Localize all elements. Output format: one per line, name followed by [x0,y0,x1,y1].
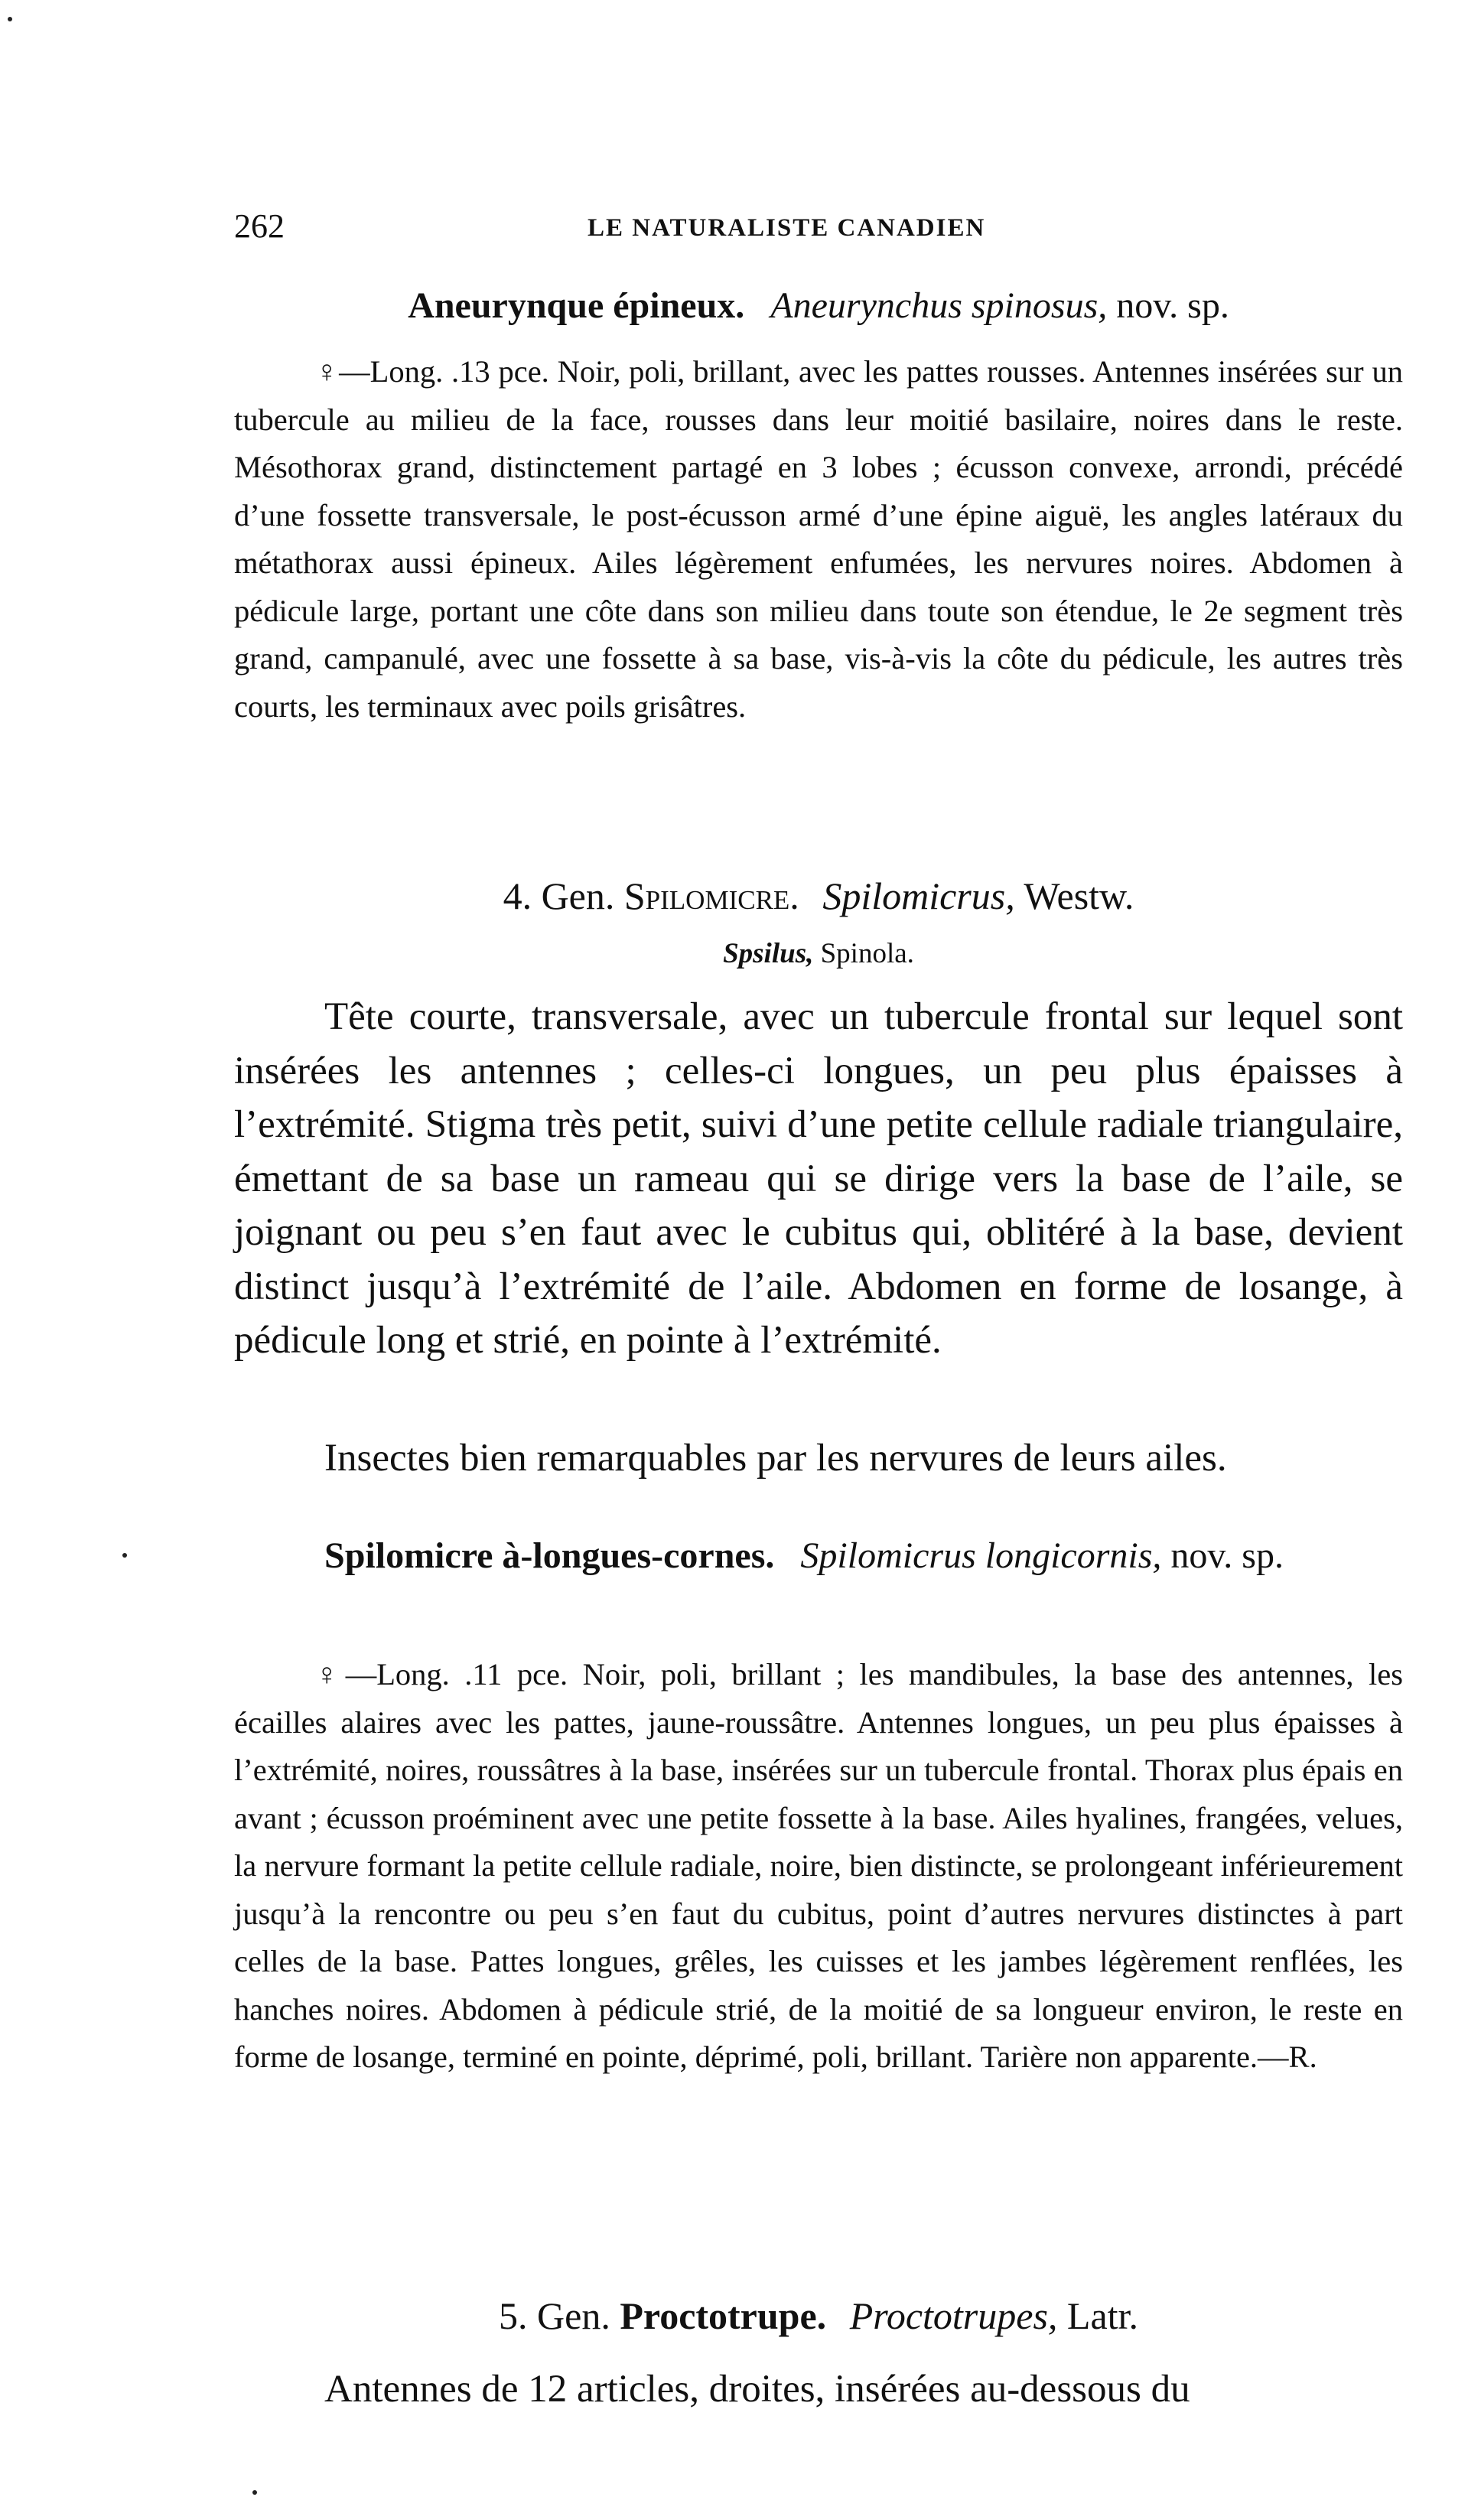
genus5-name-fr: Proctotrupe. [620,2294,827,2337]
species2-description: ♀—Long. .11 pce. Noir, poli, brillant ; les mandibules, la base des antennes, les écailles alaires avec les pattes, jaune-roussâtre. Antennes longues, un peu plus épaisses à l’extrémité, noires, roussâtres à la base, insérées sur un tubercule frontal. Thorax plus épais en avant ; écusson proéminent avec une petite fossette à la base. Ailes hyalines, frangées, velues, la nervure formant la petite cellule radiale, noire, bien distincte, se prolongeant inférieurement jusqu’à la rencontre ou peu s’en faut du cubitus, point d’autres nervures distinctes à part celles de la base. Pattes longues, grêles, les cuisses et les jambes légèrement renflées, les hanches noires. Abdomen à pédicule strié, de la moitié de sa longueur environ, le reste en forme de losange, terminé en pointe, déprimé, poli, brillant. Tarière non apparente.—R. [234,1657,1403,2074]
print-speck [8,17,12,21]
species1-name-latin: Aneurynchus spinosus, [770,285,1108,326]
genus4-number: 4. Gen. [503,874,615,917]
species1-status: nov. sp. [1116,285,1229,326]
print-speck [252,2490,257,2495]
genus5-description: Antennes de 12 articles, droites, insérées au-dessous du [324,2368,1190,2411]
genus4-note: Insectes bien remarquables par les nervures de leurs ailes. [324,1437,1227,1480]
genus4-description: Tête courte, transversale, avec un tubercule frontal sur lequel sont insérées les antennes ; celles-ci longues, un peu plus épaisses à l’extrémité. Stigma très petit, suivi d’une petite cellule radiale triangulaire, émettant de sa base un rameau qui se dirige vers la base de l’aile, se joignant ou peu s’en faut avec le cubitus qui, oblitéré à la base, devient distinct jusqu’à l’extrémité de l’aile. Abdomen en forme de losange, à pédicule long et strié, en pointe à l’extrémité. [234,995,1403,1362]
species2-heading [234,1529,1403,1584]
genus4-synonym-author: Spinola. [820,938,914,969]
genus4-name-fr: Spilomicre. [623,874,799,917]
page-number: 262 [234,207,285,245]
species2-status: nov. sp. [1170,1535,1284,1576]
running-title: LE NATURALISTE CANADIEN [588,214,986,242]
species2-name-latin: Spilomicrus longicornis, [800,1535,1162,1576]
species1-description: ♀—Long. .13 pce. Noir, poli, brillant, avec les pattes rousses. Antennes insérées sur un tubercule au milieu de la face, rousses dans leur moitié basilaire, noires dans le reste. Mésothorax grand, distinctement partagé en 3 lobes ; écusson convexe, arrondi, précédé d’une fossette transversale, le post-écusson armé d’une épine aiguë, les angles latéraux du métathorax aussi épineux. Ailes légèrement enfumées, les nervures noires. Abdomen à pédicule large, portant une côte dans son milieu dans toute son étendue, le 2e segment très grand, campanulé, avec une fossette à sa base, vis-à-vis la côte du pédicule, les autres très courts, les terminaux avec poils grisâtres. [234,354,1403,724]
genus4-synonym [234,937,1403,970]
genus4-author: Westw. [1024,874,1134,917]
species1-heading [234,285,1403,327]
genus5-author: Latr. [1066,2294,1138,2337]
species2-name-fr: Spilomicre à-longues-cornes. [324,1535,775,1576]
genus5-number: 5. Gen. [499,2294,610,2337]
genus4-synonym-latin: Spsilus, [723,938,814,969]
genus5-name-latin: Proctotrupes, [849,2294,1058,2337]
genus4-name-latin: Spilomicrus, [822,874,1015,917]
genus4-heading [234,874,1403,918]
genus5-heading [234,2294,1403,2338]
page-header [234,207,1397,245]
species1-name-fr: Aneurynque épineux. [408,285,745,326]
print-speck [122,1553,127,1558]
